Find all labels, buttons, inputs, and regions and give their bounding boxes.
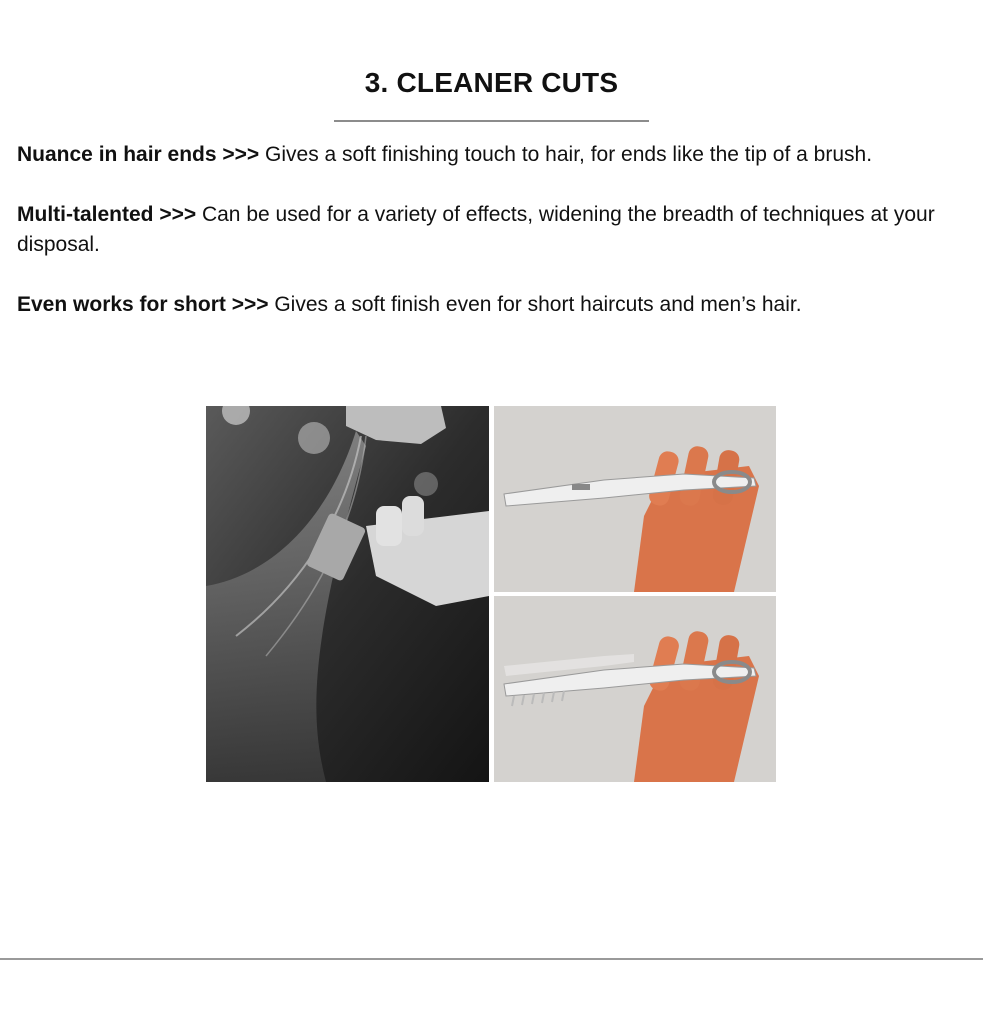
feature-text: Gives a soft finishing touch to hair, for ends like the tip of a brush.	[259, 143, 873, 166]
feature-label: Multi-talented >>>	[17, 203, 197, 226]
hair-cutting-photo	[206, 406, 489, 782]
feature-list	[17, 140, 967, 350]
feature-multi-talented	[17, 200, 967, 260]
feature-label: Even works for short >>>	[17, 293, 269, 316]
title-divider	[334, 120, 649, 122]
feature-nuance	[17, 140, 967, 170]
page-title: 3. CLEANER CUTS	[364, 67, 619, 98]
razor-tool-photo-motion	[494, 596, 776, 782]
feature-text: Gives a soft finish even for short haircuts and men’s hair.	[268, 293, 802, 316]
razor-tool-photo-static	[494, 406, 776, 592]
feature-label: Nuance in hair ends >>>	[17, 143, 260, 166]
feature-text: Can be used for a variety of effects, widening the breadth of techniques at your disposal.	[17, 203, 935, 256]
footer-divider	[0, 958, 983, 960]
product-photo-collage	[206, 406, 776, 782]
feature-short-hair	[17, 290, 967, 320]
